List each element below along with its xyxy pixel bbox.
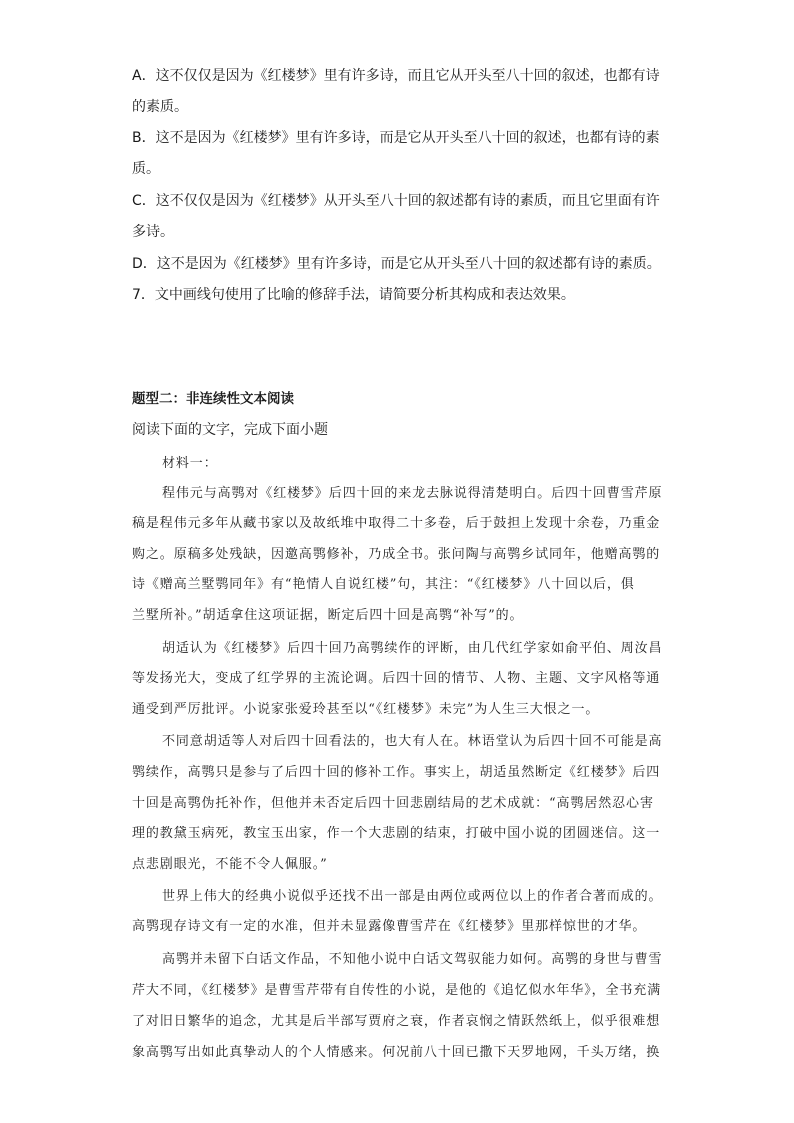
material-line: 高鹗现存诗文有一定的水准，但并未显露像曹雪芹在《红楼梦》里那样惊世的才华。: [132, 919, 647, 934]
material-line: 十回是高鹗伪托补作，但他并未否定后四十回悲剧结局的艺术成就：“高鹗居然忍心害: [132, 796, 654, 811]
material-line: 兰墅所补。”胡适拿住这项证据，断定后四十回是高鹗“补写”的。: [132, 608, 524, 623]
material-line: 等发扬光大，变成了红学界的主流论调。后四十回的情节、人物、主题、文字风格等通: [132, 671, 661, 686]
material-line: 象高鹗写出如此真挚动人的个人情感来。何况前八十回已撒下天罗地网，千头万绪，换: [132, 1045, 661, 1060]
option-c-line-1: C．这不仅仅是因为《红楼梦》从开头至八十回的叙述都有诗的素质，而且它里面有许: [132, 193, 660, 209]
material-line: 购之。原稿多处残缺，因邀高鹗修补，乃成全书。张问陶与高鹗乡试同年，他赠高鹗的: [132, 547, 661, 562]
option-a-line-1: A．这不仅仅是因为《红楼梦》里有许多诗，而且它从开头至八十回的叙述，也都有诗: [132, 68, 660, 84]
material-line: 点悲剧眼光，不能不令人佩服。”: [132, 857, 328, 872]
material-line: 世界上伟大的经典小说似乎还找不出一部是由两位或两位以上的作者合著而成的。: [162, 889, 663, 904]
option-b-line-2: 质。: [132, 161, 160, 177]
material-line: 稿是程伟元多年从藏书家以及故纸堆中取得二十多卷，后于鼓担上发现十余卷，乃重金: [132, 516, 661, 531]
option-c-line-2: 多诗。: [132, 224, 174, 240]
material-line: 了对旧日繁华的追念，尤其是后半部写贾府之衰，作者哀悯之情跃然纸上，似乎很难想: [132, 1014, 661, 1029]
material-line: 高鹗并未留下白话文作品，不知他小说中白话文驾驭能力如何。高鹗的身世与曹雪: [162, 952, 663, 967]
material-line: 鹗续作，高鹗只是参与了后四十回的修补工作。事实上，胡适虽然断定《红楼梦》后四: [132, 765, 661, 780]
material-line: 芹大不同，《红楼梦》是曹雪芹带有自传性的小说，是他的《追忆似水年华》，全书充满: [132, 983, 662, 998]
instruction-text: 阅读下面的文字，完成下面小题: [132, 422, 328, 438]
material-label: 材料一：: [162, 456, 218, 471]
option-d-line-1: D．这不是因为《红楼梦》里有许多诗，而是它从开头至八十回的叙述都有诗的素质。: [132, 256, 661, 272]
option-a-line-2: 的素质。: [132, 99, 188, 115]
section-heading: 题型二：非连续性文本阅读: [132, 391, 294, 407]
material-line: 程伟元与高鹗对《红楼梦》后四十回的来龙去脉说得清楚明白。后四十回曹雪芹原: [162, 486, 663, 501]
material-line: 诗《赠高兰墅鹗同年》有“艳情人自说红楼”句，其注：“《红楼梦》八十回以后，俱: [132, 577, 635, 592]
material-line: 理的教黛玉病死，教宝玉出家，作一个大悲剧的结束，打破中国小说的团圆迷信。这一: [132, 826, 661, 841]
material-line: 通受到严厉批评。小说家张爱玲甚至以“《红楼梦》未完”为人生三大恨之一。: [132, 702, 600, 717]
material-line: 不同意胡适等人对后四十回看法的，也大有人在。林语堂认为后四十回不可能是高: [162, 734, 663, 749]
question-7: 7．文中画线句使用了比喻的修辞手法，请简要分析其构成和表达效果。: [132, 287, 575, 303]
option-b-line-1: B．这不是因为《红楼梦》里有许多诗，而是它从开头至八十回的叙述，也都有诗的素: [132, 130, 660, 146]
material-line: 胡适认为《红楼梦》后四十回乃高鹗续作的评断，由几代红学家如俞平伯、周汝昌: [162, 641, 663, 656]
